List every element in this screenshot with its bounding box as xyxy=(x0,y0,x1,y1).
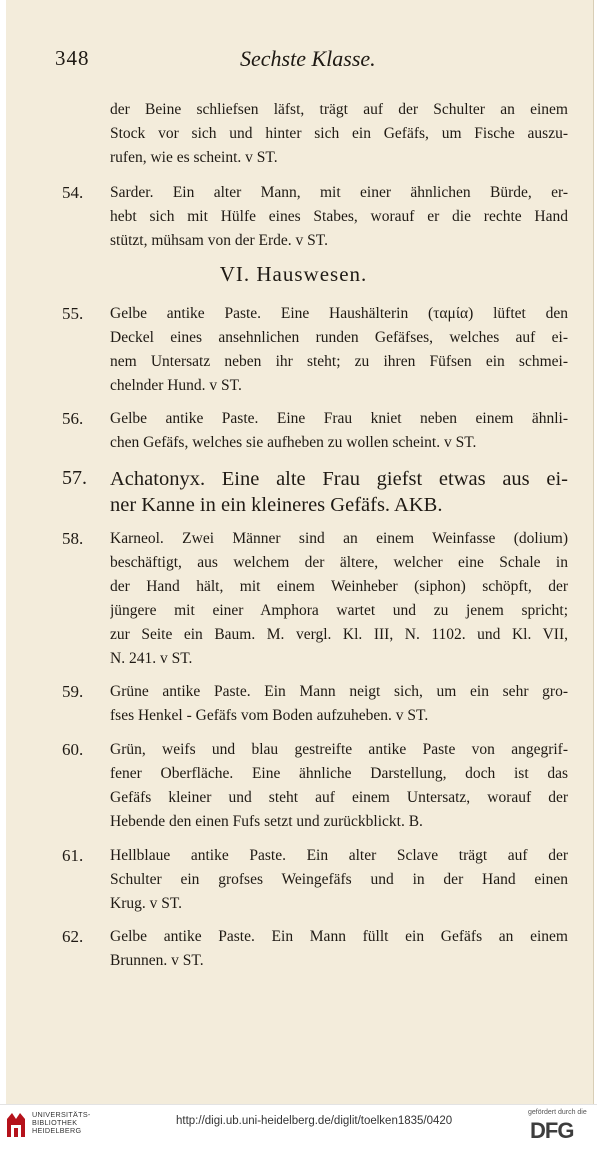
library-name xyxy=(32,1111,91,1135)
entry-text-line: Grün, weifs und blau gestreifte antike Paste von angegrif- xyxy=(110,742,568,758)
entry-text-line: Deckel eines ansehnlichen runden Gefäfses, welches auf ei- xyxy=(110,330,568,346)
entry-text-line: Gelbe antike Paste. Eine Haushälterin (ταμία) lüftet den xyxy=(110,306,568,322)
entry-text-line: zur Seite ein Baum. M. vergl. Kl. III, N. 1102. und Kl. VII, xyxy=(110,627,568,643)
entry-number: 60. xyxy=(62,740,84,759)
entry-text-line: Achatonyx. Eine alte Frau giefst etwas aus ei- xyxy=(110,469,568,490)
entry-text-line: rufen, wie es scheint. v ST. xyxy=(110,149,278,166)
entry-number: 58. xyxy=(62,529,84,548)
section-title: VI. Hauswesen. xyxy=(219,262,368,286)
entry-text-line: fener Oberfläche. Eine ähnliche Darstellung, doch ist das xyxy=(110,766,568,782)
entry-number: 57. xyxy=(62,467,87,489)
entry-text-line: hebt sich mit Hülfe eines Stabes, worauf er die rechte Hand xyxy=(110,209,568,225)
entry-text-line: der Beine schliefsen läfst, trägt auf der Schulter an einem xyxy=(110,102,568,118)
entry-number: 56. xyxy=(62,409,84,428)
entry-text-line: der Hand hält, mit einem Weinheber (siphon) schöpft, der xyxy=(110,579,568,595)
entry-text-line: Hebende den einen Fufs setzt und zurückblickt. B. xyxy=(110,813,423,830)
entry-text-line: Grüne antike Paste. Ein Mann neigt sich, um ein sehr gro- xyxy=(110,684,568,700)
entry-text-line: Brunnen. v ST. xyxy=(110,952,204,969)
entry-text-line: Karneol. Zwei Männer sind an einem Weinfasse (dolium) xyxy=(110,531,568,547)
page-number: 348 xyxy=(55,46,90,70)
entry-text-line: N. 241. v ST. xyxy=(110,650,193,667)
entry-text-line: chen Gefäfs, welches sie aufheben zu wollen scheint. v ST. xyxy=(110,434,477,451)
entry-text-line: Krug. v ST. xyxy=(110,895,183,912)
entry-text-line: stützt, mühsam von der Erde. v ST. xyxy=(110,232,328,249)
entry-text-line: Hellblaue antike Paste. Ein alter Sclave trägt auf der xyxy=(110,848,568,864)
running-title: Sechste Klasse. xyxy=(240,46,376,71)
entry-text-line: fses Henkel - Gefäfs vom Boden aufzuheben. v ST. xyxy=(110,707,429,724)
entry-text-line: Gelbe antike Paste. Eine Frau kniet neben einem ähnli- xyxy=(110,411,568,427)
library-line: BIBLIOTHEK xyxy=(32,1118,78,1127)
funded-by-label: gefördert durch die xyxy=(528,1109,587,1116)
entry-number: 59. xyxy=(62,682,84,701)
entry-text-line: Schulter ein grofses Weingefäfs und in der Hand einen xyxy=(110,872,568,888)
entry-text-line: Stock vor sich und hinter sich ein Gefäfs, um Fische auszu- xyxy=(110,126,568,142)
entry-text-line: beschäftigt, aus welchem der ältere, welcher eine Schale in xyxy=(110,555,568,571)
entry-text-line: Gelbe antike Paste. Ein Mann füllt ein Gefäfs an einem xyxy=(110,929,568,945)
library-line: HEIDELBERG xyxy=(32,1126,82,1135)
source-url-link[interactable]: http://digi.ub.uni-heidelberg.de/diglit/toelken1835/0420 xyxy=(176,1115,453,1127)
dfg-logo: DFG xyxy=(530,1118,574,1143)
entry-number: 61. xyxy=(62,846,84,865)
entry-text-line: jüngere mit einer Amphora wartet und zu jenem spricht; xyxy=(110,603,568,619)
entry-number: 55. xyxy=(62,304,84,323)
entry-text-line: Sarder. Ein alter Mann, mit einer ähnlichen Bürde, er- xyxy=(110,185,568,201)
entry-number: 54. xyxy=(62,183,84,202)
library-line: UNIVERSITÄTS- xyxy=(32,1110,91,1119)
entry-text-line: ner Kanne in ein kleineres Gefäfs. AKB. xyxy=(110,494,443,516)
university-logo-icon xyxy=(4,1109,28,1139)
entry-number: 62. xyxy=(62,927,84,946)
entry-text-line: nem Untersatz neben ihr steht; zu ihren Füfsen ein schmei- xyxy=(110,354,568,370)
entry-text-line: chelnder Hund. v ST. xyxy=(110,377,242,394)
entry-text-line: Gefäfs kleiner und steht auf einem Untersatz, worauf der xyxy=(110,790,568,806)
